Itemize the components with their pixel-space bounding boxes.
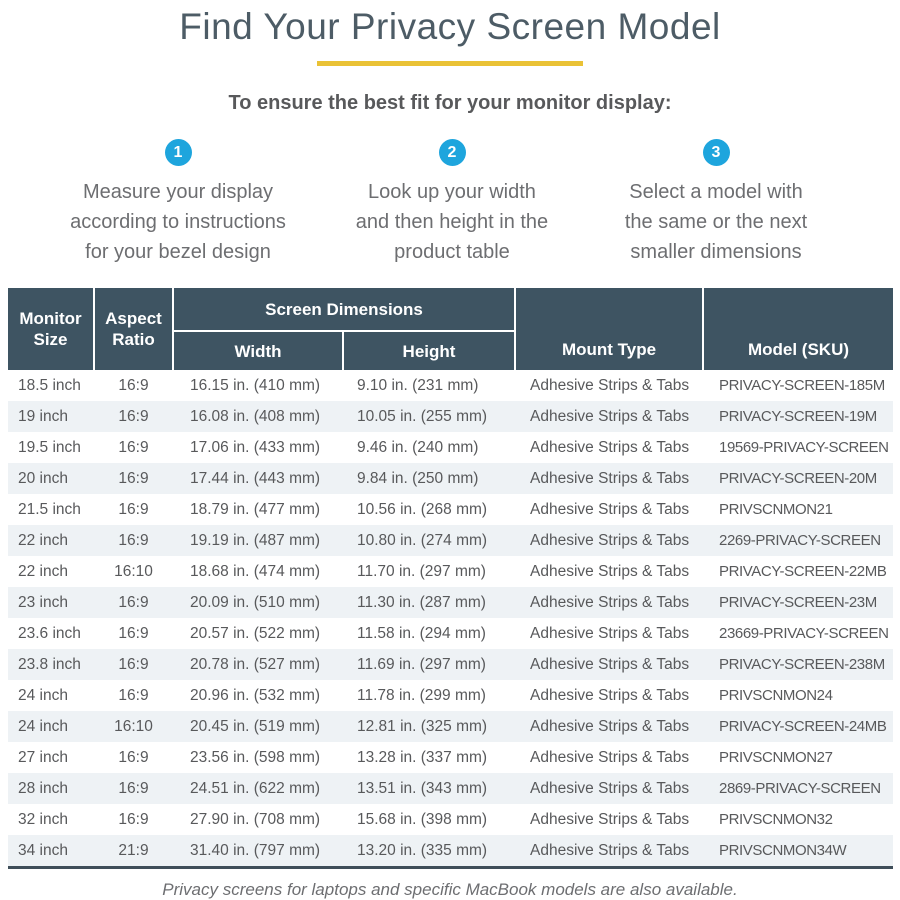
- cell-mount-type: Adhesive Strips & Tabs: [530, 624, 690, 642]
- step-3-text-line: the same or the next: [624, 211, 808, 233]
- cell-monitor-size: 22 inch: [18, 531, 68, 549]
- cell-monitor-size: 24 inch: [18, 717, 68, 735]
- table-row: [8, 804, 893, 835]
- cell-monitor-size: 27 inch: [18, 748, 68, 766]
- cell-width: 20.45 in. (519 mm): [190, 717, 321, 735]
- cell-height: 11.58 in. (294 mm): [357, 624, 486, 642]
- cell-height: 10.56 in. (268 mm): [357, 500, 488, 518]
- cell-monitor-size: 20 inch: [18, 469, 68, 487]
- table-row: [8, 587, 893, 618]
- header-aspect-ratio: Aspect Ratio: [95, 288, 172, 370]
- table-row: [8, 711, 893, 742]
- cell-height: 11.78 in. (299 mm): [357, 686, 486, 704]
- step-1-number-badge: 1: [165, 139, 192, 166]
- cell-width: 16.15 in. (410 mm): [190, 376, 321, 394]
- table-row: [8, 556, 893, 587]
- cell-aspect-ratio: 16:9: [118, 686, 149, 704]
- cell-width: 20.57 in. (522 mm): [190, 624, 321, 642]
- table-row: [8, 494, 893, 525]
- cell-mount-type: Adhesive Strips & Tabs: [530, 500, 690, 518]
- step-3-number-badge: 3: [703, 139, 730, 166]
- step-3-text-line: Select a model with: [629, 181, 803, 203]
- cell-model-sku: PRIVACY-SCREEN-238M: [719, 656, 885, 673]
- cell-width: 17.06 in. (433 mm): [190, 438, 321, 456]
- cell-aspect-ratio: 16:9: [118, 810, 149, 828]
- header-model-sku: Model (SKU): [704, 288, 893, 370]
- step-1: [33, 139, 323, 267]
- table-row: [8, 525, 893, 556]
- cell-aspect-ratio: 16:10: [114, 717, 153, 735]
- cell-model-sku: PRIVACY-SCREEN-19M: [719, 408, 877, 425]
- table-row: [8, 401, 893, 432]
- cell-width: 18.79 in. (477 mm): [190, 500, 321, 518]
- cell-height: 9.46 in. (240 mm): [357, 438, 479, 456]
- cell-monitor-size: 23.6 inch: [18, 624, 81, 642]
- cell-mount-type: Adhesive Strips & Tabs: [530, 376, 690, 394]
- cell-aspect-ratio: 16:9: [118, 407, 149, 425]
- step-1-text-line: for your bezel design: [85, 241, 271, 263]
- cell-width: 17.44 in. (443 mm): [190, 469, 321, 487]
- cell-monitor-size: 21.5 inch: [18, 500, 81, 518]
- cell-height: 12.81 in. (325 mm): [357, 717, 488, 735]
- cell-aspect-ratio: 16:9: [118, 748, 149, 766]
- cell-aspect-ratio: 16:9: [118, 376, 149, 394]
- cell-width: 24.51 in. (622 mm): [190, 779, 321, 797]
- header-width: Width: [174, 332, 342, 370]
- page-subtitle: To ensure the best fit for your monitor display:: [228, 92, 672, 114]
- cell-mount-type: Adhesive Strips & Tabs: [530, 531, 690, 549]
- steps-section: [0, 139, 900, 279]
- cell-mount-type: Adhesive Strips & Tabs: [530, 655, 690, 673]
- cell-model-sku: PRIVSCNMON27: [719, 749, 833, 766]
- cell-aspect-ratio: 16:9: [118, 624, 149, 642]
- cell-aspect-ratio: 21:9: [118, 841, 149, 859]
- cell-width: 16.08 in. (408 mm): [190, 407, 321, 425]
- cell-mount-type: Adhesive Strips & Tabs: [530, 841, 690, 859]
- cell-model-sku: PRIVSCNMON24: [719, 687, 833, 704]
- page-title: Find Your Privacy Screen Model: [179, 6, 721, 47]
- table-row: [8, 370, 893, 401]
- cell-model-sku: 19569-PRIVACY-SCREEN: [719, 439, 889, 456]
- cell-height: 11.70 in. (297 mm): [357, 562, 486, 580]
- cell-mount-type: Adhesive Strips & Tabs: [530, 562, 690, 580]
- cell-width: 27.90 in. (708 mm): [190, 810, 321, 828]
- step-3-text-line: smaller dimensions: [630, 241, 802, 263]
- table-row: [8, 742, 893, 773]
- cell-height: 13.51 in. (343 mm): [357, 779, 488, 797]
- cell-width: 20.96 in. (532 mm): [190, 686, 321, 704]
- cell-model-sku: PRIVACY-SCREEN-185M: [719, 377, 885, 394]
- cell-height: 13.28 in. (337 mm): [357, 748, 488, 766]
- table-row: [8, 649, 893, 680]
- cell-mount-type: Adhesive Strips & Tabs: [530, 407, 690, 425]
- cell-mount-type: Adhesive Strips & Tabs: [530, 469, 690, 487]
- step-1-text-line: Measure your display: [82, 181, 274, 203]
- table-header: [8, 288, 893, 370]
- cell-monitor-size: 23 inch: [18, 593, 68, 611]
- cell-aspect-ratio: 16:9: [118, 655, 149, 673]
- cell-model-sku: PRIVACY-SCREEN-23M: [719, 594, 877, 611]
- cell-monitor-size: 32 inch: [18, 810, 68, 828]
- cell-aspect-ratio: 16:9: [118, 469, 149, 487]
- footer-note: Privacy screens for laptops and specific MacBook models are also available.: [162, 880, 738, 899]
- cell-width: 18.68 in. (474 mm): [190, 562, 321, 580]
- cell-height: 11.69 in. (297 mm): [357, 655, 486, 673]
- cell-width: 20.78 in. (527 mm): [190, 655, 321, 673]
- step-2-number-badge: 2: [439, 139, 466, 166]
- cell-width: 23.56 in. (598 mm): [190, 748, 321, 766]
- header-monitor-size: Monitor Size: [8, 288, 93, 370]
- cell-aspect-ratio: 16:9: [118, 779, 149, 797]
- cell-model-sku: PRIVSCNMON21: [719, 501, 833, 518]
- cell-monitor-size: 18.5 inch: [18, 376, 81, 394]
- table-row: [8, 680, 893, 711]
- cell-aspect-ratio: 16:9: [118, 531, 149, 549]
- cell-mount-type: Adhesive Strips & Tabs: [530, 779, 690, 797]
- step-2: [307, 139, 597, 267]
- cell-height: 10.05 in. (255 mm): [357, 407, 488, 425]
- step-2-text-line: and then height in the: [355, 211, 549, 233]
- cell-height: 9.10 in. (231 mm): [357, 376, 479, 394]
- product-table: [8, 288, 893, 869]
- cell-model-sku: PRIVACY-SCREEN-20M: [719, 470, 877, 487]
- cell-monitor-size: 19.5 inch: [18, 438, 81, 456]
- table-body: [8, 370, 893, 866]
- table-row: [8, 618, 893, 649]
- cell-model-sku: 2869-PRIVACY-SCREEN: [719, 780, 881, 797]
- cell-mount-type: Adhesive Strips & Tabs: [530, 438, 690, 456]
- header-height: Height: [344, 332, 514, 370]
- step-1-text-line: according to instructions: [70, 211, 286, 233]
- cell-mount-type: Adhesive Strips & Tabs: [530, 748, 690, 766]
- cell-height: 9.84 in. (250 mm): [357, 469, 479, 487]
- header-mount-type: Mount Type: [516, 288, 702, 370]
- cell-monitor-size: 22 inch: [18, 562, 68, 580]
- cell-height: 15.68 in. (398 mm): [357, 810, 488, 828]
- cell-height: 11.30 in. (287 mm): [357, 593, 486, 611]
- title-underline-divider: [317, 61, 583, 66]
- table-row: [8, 773, 893, 804]
- cell-monitor-size: 23.8 inch: [18, 655, 81, 673]
- cell-monitor-size: 19 inch: [18, 407, 68, 425]
- cell-monitor-size: 28 inch: [18, 779, 68, 797]
- cell-aspect-ratio: 16:9: [118, 500, 149, 518]
- cell-model-sku: PRIVSCNMON32: [719, 811, 833, 828]
- cell-aspect-ratio: 16:10: [114, 562, 153, 580]
- step-2-text-line: Look up your width: [368, 181, 536, 203]
- cell-model-sku: PRIVACY-SCREEN-24MB: [719, 718, 887, 735]
- cell-model-sku: 23669-PRIVACY-SCREEN: [719, 625, 889, 642]
- header-screen-dimensions: Screen Dimensions: [174, 288, 514, 330]
- table-row: [8, 835, 893, 866]
- table-row: [8, 463, 893, 494]
- cell-mount-type: Adhesive Strips & Tabs: [530, 717, 690, 735]
- cell-model-sku: PRIVSCNMON34W: [719, 842, 847, 859]
- cell-mount-type: Adhesive Strips & Tabs: [530, 593, 690, 611]
- step-3: [571, 139, 861, 267]
- cell-model-sku: 2269-PRIVACY-SCREEN: [719, 532, 881, 549]
- cell-width: 19.19 in. (487 mm): [190, 531, 321, 549]
- step-2-text-line: product table: [394, 241, 510, 263]
- cell-height: 10.80 in. (274 mm): [357, 531, 488, 549]
- cell-monitor-size: 24 inch: [18, 686, 68, 704]
- cell-width: 20.09 in. (510 mm): [190, 593, 321, 611]
- cell-width: 31.40 in. (797 mm): [190, 841, 321, 859]
- cell-height: 13.20 in. (335 mm): [357, 841, 488, 859]
- cell-monitor-size: 34 inch: [18, 841, 68, 859]
- cell-mount-type: Adhesive Strips & Tabs: [530, 810, 690, 828]
- cell-model-sku: PRIVACY-SCREEN-22MB: [719, 563, 887, 580]
- cell-aspect-ratio: 16:9: [118, 593, 149, 611]
- cell-aspect-ratio: 16:9: [118, 438, 149, 456]
- table-row: [8, 432, 893, 463]
- cell-mount-type: Adhesive Strips & Tabs: [530, 686, 690, 704]
